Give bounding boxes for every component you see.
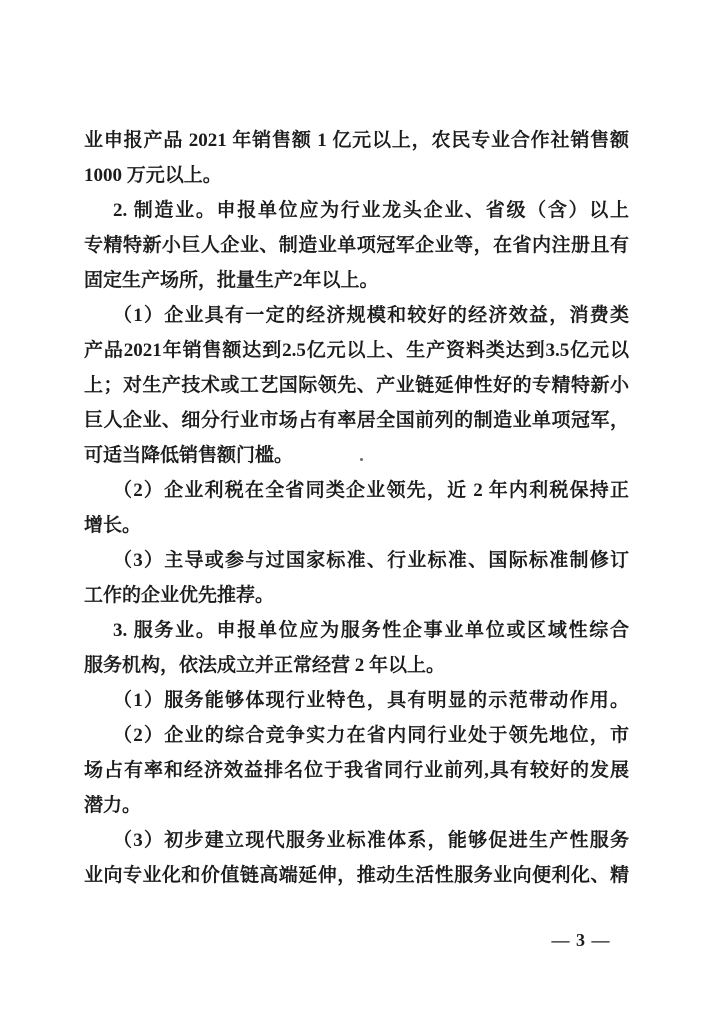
text-line: 场占有率和经济效益排名位于我省同行业前列,具有较好的发展 (84, 760, 629, 781)
document-body (84, 123, 629, 893)
text-line: （1）企业具有一定的经济规模和较好的经济效益，消费类 (113, 305, 629, 326)
text-line: 潜力。 (84, 795, 142, 816)
text-line: 工作的企业优先推荐。 (84, 585, 275, 606)
text-line: 服务机构，依法成立并正常经营 2 年以上。 (84, 655, 446, 676)
text-line: 1000 万元以上。 (84, 165, 222, 186)
page-number: — 3 — (551, 930, 611, 950)
text-line: 专精特新小巨人企业、制造业单项冠军企业等，在省内注册且有 (84, 235, 629, 256)
text-line: 固定生产场所，批量生产2年以上。 (84, 270, 379, 291)
text-line: （2）企业的综合竞争实力在省内同行业处于领先地位，市 (113, 725, 629, 746)
text-line: 可适当降低销售额门槛。 (84, 445, 294, 466)
text-line: （3）初步建立现代服务业标准体系，能够促进生产性服务 (113, 830, 629, 851)
text-line: 产品2021年销售额达到2.5亿元以上、生产资料类达到3.5亿元以 (84, 340, 629, 361)
text-line: 2. 制造业。申报单位应为行业龙头企业、省级（含）以上 (113, 200, 629, 221)
text-line: （1）服务能够体现行业特色，具有明显的示范带动作用。 (113, 690, 629, 711)
text-line: （2）企业利税在全省同类企业领先，近 2 年内利税保持正 (113, 480, 629, 501)
text-line: 业申报产品 2021 年销售额 1 亿元以上，农民专业合作社销售额 (84, 130, 629, 151)
text-line: 3. 服务业。申报单位应为服务性企事业单位或区域性综合 (113, 620, 629, 641)
text-line: 增长。 (84, 515, 142, 536)
text-line: 巨人企业、细分行业市场占有率居全国前列的制造业单项冠军， (84, 410, 629, 431)
scan-speck (360, 458, 363, 461)
text-line: 上；对生产技术或工艺国际领先、产业链延伸性好的专精特新小 (84, 375, 629, 396)
text-line: 业向专业化和价值链高端延伸，推动生活性服务业向便利化、精 (84, 865, 629, 886)
text-line: （3）主导或参与过国家标准、行业标准、国际标准制修订 (113, 550, 629, 571)
